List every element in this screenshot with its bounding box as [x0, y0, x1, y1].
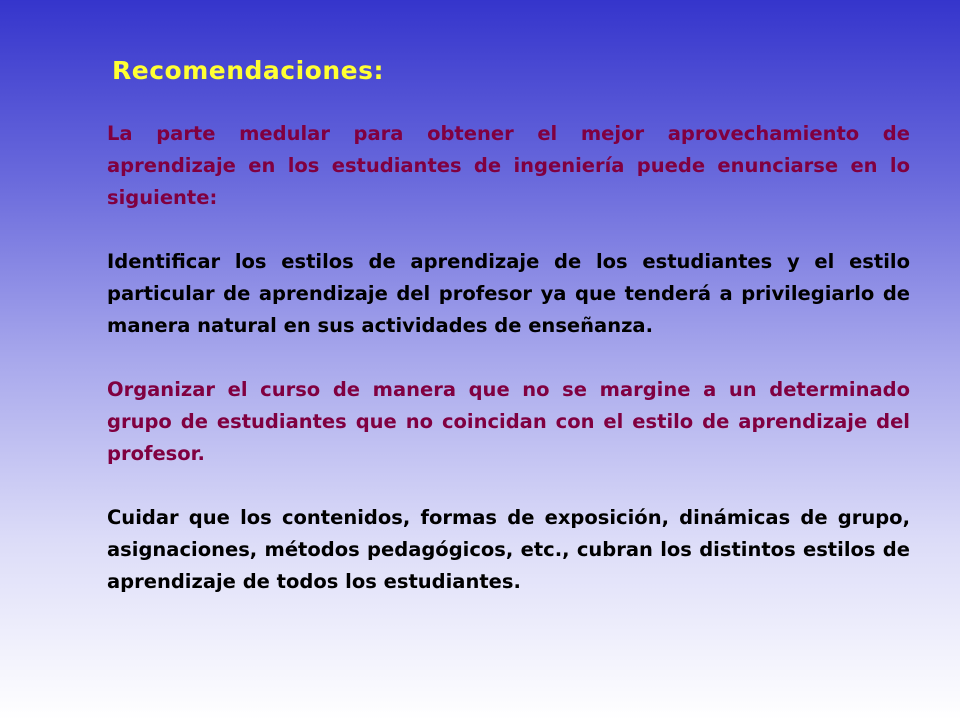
recommendation-identify: Identificar los estilos de aprendizaje de los estudiantes y el estilo particular de aprendizaje del profesor ya que tenderá a privilegiarlo de manera natural en sus actividades de enseñanza.	[107, 250, 910, 337]
slide-body	[107, 118, 910, 630]
recommendation-care: Cuidar que los contenidos, formas de exposición, dinámicas de grupo, asignaciones, métodos pedagógicos, etc., cubran los distintos estilos de aprendizaje de todos los estudiantes.	[107, 506, 910, 593]
slide-title: Recomendaciones:	[112, 56, 384, 85]
intro-paragraph: La parte medular para obtener el mejor aprovechamiento de aprendizaje en los estudiantes de ingeniería puede enunciarse en lo siguiente:	[107, 122, 910, 209]
recommendation-organize: Organizar el curso de manera que no se margine a un determinado grupo de estudiantes que no coincidan con el estilo de aprendizaje del profesor.	[107, 378, 910, 465]
